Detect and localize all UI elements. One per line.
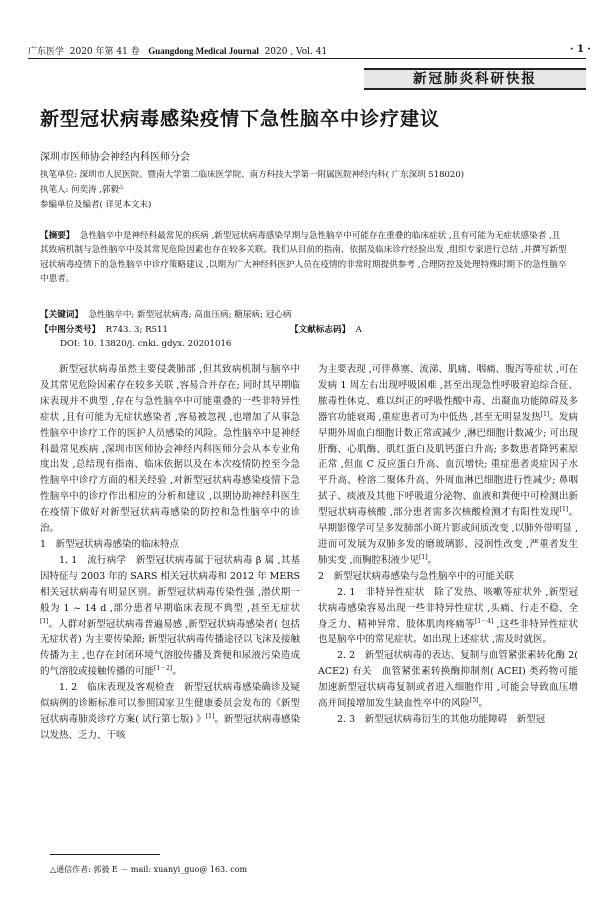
clc-label: 【中图分类号】: [40, 325, 101, 335]
abstract-label: 【摘要】: [40, 231, 75, 241]
paragraph-text: 除了发热、咳嗽等症状外 ,新型冠状病毒感染容易出现一些非特异性症状 ,头痛、行走不稳、全身乏力、精神异常、肢体肌肉疼痛等: [318, 586, 578, 630]
body-paragraph: [40, 680, 300, 744]
citation-ref: [1－4]: [474, 617, 494, 625]
abstract: [40, 229, 568, 287]
citation-ref: [1]: [559, 506, 569, 514]
body-column-right: [318, 362, 578, 728]
subsection-heading: 1. 2 临床表现及客观检查: [59, 682, 184, 694]
body-column-left: [40, 362, 300, 744]
writing-unit: 执笔单位: 深圳市人民医院、暨南大学第二临床医学院、南方科技大学第一附属医院神经内科( 广东深圳 518020): [40, 170, 465, 180]
participants: 参编单位及编者( 详见本文末): [40, 200, 152, 210]
paragraph-text: 新型冠: [516, 713, 546, 725]
doc-label: 【文献标志码】: [290, 325, 351, 335]
subsection-heading: 2. 3 新型冠状病毒衍生的其他功能障碍: [337, 713, 517, 725]
paragraph-text: 。早期影像学可呈多发肺部小斑片影或间质改变 ,以肺外带明显 ,进而可发展为双肺多发的磨玻璃影、浸润性改变 ,严重者发生肺实变 ,而胸腔积液少见: [318, 507, 578, 566]
citation-ref: [1]: [40, 617, 49, 625]
body-paragraph: [318, 585, 578, 649]
header-rule: [28, 58, 586, 59]
classification: [40, 323, 362, 335]
abstract-text: 急性脑卒中是神经科最常见的疾病 ,新型冠状病毒感染早期与急性脑卒中可能存在重叠的临床症状 ,且有可能为无症状感染者 ,且其致病机制与急性脑卒中及其常见危险因素也存在较多关联。我们从目前的指南、依据及临床诊疗经验出发 ,组织专家进行总结 ,并撰写新型冠状病毒疫情下的急性脑卒中诊疗策略建议 ,以期为广大神经科医护人员在疫情的非常时期提供参考 ,合理防控及处理特殊时期下的急性脑卒中患者。: [40, 231, 567, 285]
body-paragraph: [40, 553, 300, 680]
paragraph-text: 新型冠状病毒虽然主要侵袭肺部 ,但其致病机制与脑卒中及其常见危险因素存在较多关联 ,容易合并存在; 同时其早期临床表现并不典型 ,存在与急性脑卒中可能重叠的一些非特异性症状 ,且有可能为无症状感染者 ,容易被忽视 ,也增加了从事急性脑卒中诊疗工作的医护人员感染的风险。急性脑卒中是神经科最常见疾病 ,深圳市医师协会神经内科医师分会从本专业角度出发 ,总结现有指南、临床依据以及在本次疫情防控至今急性脑卒中诊疗方面的相关经验 ,对新型冠状病毒感染疫情下急性脑卒中的诊疗作出相应的分析和建议 ,以期协助神经科医生在疫情下做好对新型冠状病毒感染的防控和急性脑卒中的诊治。: [40, 364, 300, 535]
subsection-heading: 2. 2 新型冠状病毒的表达、复制与血管紧张素转化酶 2( ACE2) 有关: [318, 650, 578, 678]
citation-ref: [1]: [540, 410, 550, 418]
paragraph-text: 新型冠状病毒感染确诊及疑似病例的诊断标准可以参照国家卫生健康委员会发布的《新型冠状病毒肺炎诊疗方案( 试行第七版) 》: [40, 682, 300, 725]
paragraph-text: 。发病早期外周血白细胞计数正常或减少 ,淋巴细胞计数减少; 可出现肝酶、心肌酶、肌红蛋白及肌钙蛋白升高; 多数患者降钙素原正常 ,但血 C 反应蛋白升高、血沉增快; 重症患者炎症因子水平升高、栓溶二聚体升高、外周血淋巴细胞进行性减少; 鼻咽拭子、痰液及其他下呼吸道分泌物、血液和粪便中可检测出新型冠状病毒核酸 ,部分患者需多次核酸检测才有阳性发现: [318, 411, 578, 519]
section-heading: 1 新型冠状病毒感染的临床特点: [40, 538, 180, 550]
paragraph-text: 。: [427, 554, 438, 566]
footnote-rule: [50, 854, 160, 855]
paragraph-text: 为主要表现 ,可伴鼻塞、流涕、肌痛、咽痛、腹泻等症状 ,可在发病 1 周左右出现呼吸困难 ,甚至出现急性呼吸窘迫综合征、脓毒性休克、难以纠正的呼吸性酸中毒、出凝血功能障碍及多器官功能衰竭 ,重症患者可为中低热 ,甚至无明显发热: [318, 364, 578, 423]
article-title: 新型冠状病毒感染疫情下急性脑卒中诊疗建议: [40, 108, 441, 130]
doc-code: A: [355, 325, 362, 335]
clc-code: R743. 3; R511: [105, 325, 168, 335]
doc-code-group: [290, 323, 362, 335]
paragraph-text: 。: [478, 698, 489, 710]
journal-name-en: Guangdong Medical Journal: [148, 46, 259, 56]
writers: [40, 183, 124, 195]
keywords-text: 急性脑卒中; 新型冠状病毒; 高血压病; 糖尿病; 冠心病: [88, 310, 292, 320]
subsection-heading: 2. 1 非特异性症状: [337, 586, 435, 598]
issue-cn: 2020 年第 41 卷: [69, 47, 140, 57]
paragraph-text: 。: [172, 666, 182, 678]
paragraph-text: 血管紧张素转换酶抑制剂( ACEI) 类药物可能加速新型冠状病毒复制或者进入细胞作用 ,可能会导致血压增高并间接增加发生缺血性卒中的风险: [318, 666, 578, 710]
body-paragraph: [318, 362, 578, 569]
journal-name-cn: 广东医学: [28, 47, 65, 57]
section-heading: 2 新型冠状病毒感染与急性脑卒中的可能关联: [318, 570, 515, 582]
section-banner: 新冠肺炎科研快报: [364, 68, 586, 90]
footnote: △通信作者: 郭毅 E － mail: xuanyi_guo@ 163. com: [50, 865, 248, 874]
citation-ref: [1－2]: [154, 665, 173, 673]
issue-en: 2020 , Vol. 41: [264, 47, 328, 57]
body-paragraph: [318, 712, 578, 728]
running-header: [28, 44, 327, 57]
paragraph-text: 。新型冠状病毒感染以发热、乏力、干咳: [40, 713, 300, 741]
paragraph-text: 新型冠状病毒属于冠状病毒 β 属 ,其基因特征与 2003 年的 SARS 相关冠状病毒和 2012 年 MERS 相关冠状病毒有明显区别。新型冠状病毒传染性强 ,潜伏期一般为 1 ~ 14 d ,部分患者早期临床表现不典型 ,甚至无症状: [40, 554, 300, 614]
keywords: [40, 308, 291, 320]
subsection-heading: 1. 1 流行病学: [59, 554, 136, 566]
keywords-label: 【关键词】: [40, 310, 83, 320]
body-paragraph: [318, 648, 578, 712]
citation-ref: [1]: [205, 712, 215, 720]
writers-text: 执笔人: 何奕涛 ,郭毅: [40, 185, 119, 195]
body-paragraph: [40, 362, 300, 537]
doi: DOI: 10. 13820/j. cnki. gdyx. 20201016: [60, 339, 232, 349]
paragraph-text: ,这些非特异性症状也是脑卒中的常见症状。如出现上述症状 ,需及时就医。: [318, 618, 578, 646]
author-group: 深圳市医师协会神经内科医师分会: [40, 152, 190, 163]
paragraph-text: 。人群对新型冠状病毒普遍易感 ,新型冠状病毒感染者( 包括无症状者) 为主要传染源; 新型冠状病毒传播途径以飞沫及接触传播为主 ,也存在封闭环境气溶胶传播及粪便和尿液污染造成的气溶胶或接触传播的可能: [40, 618, 300, 678]
page-number: · 1 ·: [570, 44, 591, 55]
citation-ref: [5]: [470, 697, 479, 705]
citation-ref: [1]: [419, 553, 428, 561]
corresponding-mark: △: [118, 183, 124, 190]
